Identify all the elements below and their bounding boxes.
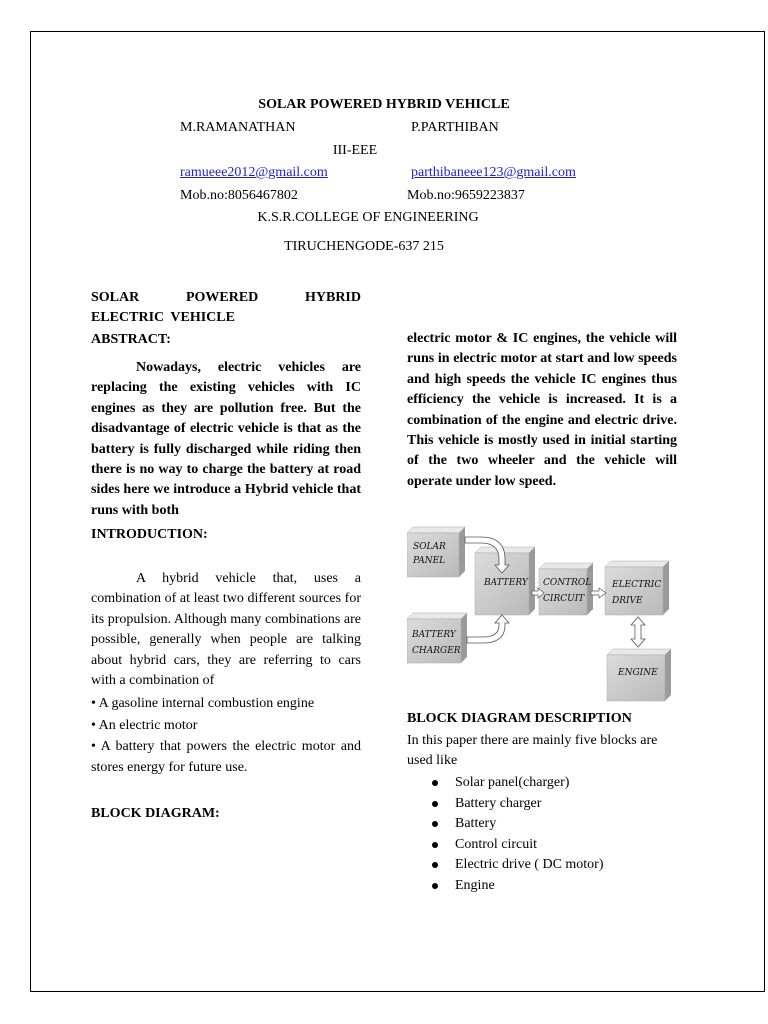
abstract-heading: ABSTRACT: <box>91 332 171 347</box>
control-circuit-block <box>539 563 593 615</box>
list-item: Battery <box>407 814 677 835</box>
list-item: Solar panel(charger) <box>407 773 677 794</box>
introduction-heading: INTRODUCTION: <box>91 527 208 542</box>
battery-charger-label-1: BATTERY <box>412 630 456 640</box>
engine-label: ENGINE <box>618 668 658 678</box>
electric-drive-block <box>605 561 669 615</box>
intro-bullets <box>91 694 361 778</box>
bullet-item: • An electric motor <box>91 717 198 733</box>
battery-label: BATTERY <box>484 578 528 588</box>
list-item: Electric drive ( DC motor) <box>407 855 677 876</box>
paper-title: SOLAR POWERED HYBRID VEHICLE <box>258 97 510 112</box>
email-1-link[interactable]: ramueee2012@gmail.com <box>180 165 328 180</box>
solar-panel-block <box>407 527 465 577</box>
battery-charger-block <box>407 613 467 663</box>
college-name: K.S.R.COLLEGE OF ENGINEERING <box>257 210 479 225</box>
electric-drive-label-2: DRIVE <box>612 596 643 606</box>
arrow-charger-to-battery <box>467 615 509 643</box>
author-1: M.RAMANATHAN <box>180 120 296 135</box>
college-location: TIRUCHENGODE-637 215 <box>284 239 444 254</box>
author-2: P.PARTHIBAN <box>411 120 499 135</box>
arrow-control-to-drive <box>591 588 606 598</box>
electric-drive-label-1: ELECTRIC <box>612 580 662 590</box>
engine-block <box>607 649 671 701</box>
section-title-line1: SOLAR POWERED HYBRID <box>91 290 361 305</box>
abstract-continuation: electric motor & IC engines, the vehicle will runs in electric motor at start and low speeds and high speeds the vehicle IC engines thus efficiency the vehicle is increased. It is a combination of the engine and electric drive. This vehicle is mostly used in initial starting of the two wheeler and the vehicle will operate under low speed. <box>407 331 677 489</box>
battery-charger-label-2: CHARGER <box>412 646 461 656</box>
solar-panel-label-1: SOLAR <box>413 542 446 552</box>
block-diagram <box>407 525 677 703</box>
solar-panel-label-2: PANEL <box>413 556 446 566</box>
arrow-drive-engine-double <box>631 617 645 647</box>
list-item: Battery charger <box>407 794 677 815</box>
control-circuit-label-2: CIRCUIT <box>543 594 585 604</box>
bullet-item: • A gasoline internal combustion engine <box>91 696 315 711</box>
mobile-1: Mob.no:8056467802 <box>180 188 298 203</box>
bullet-item: • A battery that powers the electric motor and stores energy for future use. <box>91 739 361 775</box>
block-list <box>407 773 677 896</box>
block-diagram-description-text: In this paper there are mainly five blocks are used like <box>407 733 658 769</box>
control-circuit-label-1: CONTROL <box>543 578 592 588</box>
department: III-EEE <box>332 143 378 158</box>
list-item: Engine <box>407 876 677 897</box>
mobile-2: Mob.no:9659223837 <box>407 188 525 203</box>
abstract-paragraph: Nowadays, electric vehicles are replacing the existing vehicles with IC engines as they are pollution free. But the disadvantage of electric vehicle is that as the battery is fully discharged while riding then there is no way to charge the battery at road sides here we introduce a Hybrid vehicle that runs with both <box>91 360 361 518</box>
section-title-line2: ELECTRIC VEHICLE <box>91 310 235 325</box>
list-item: Control circuit <box>407 835 677 856</box>
block-diagram-heading: BLOCK DIAGRAM: <box>91 806 220 821</box>
email-2-link[interactable]: parthibaneee123@gmail.com <box>411 165 576 180</box>
introduction-paragraph: A hybrid vehicle that, uses a combination of at least two different sources for its propulsion. Although many combinations are possible, generally when people are talking about hybrid cars, they are referring to cars with a combination of <box>91 571 361 689</box>
block-diagram-description-heading: BLOCK DIAGRAM DESCRIPTION <box>407 711 632 726</box>
